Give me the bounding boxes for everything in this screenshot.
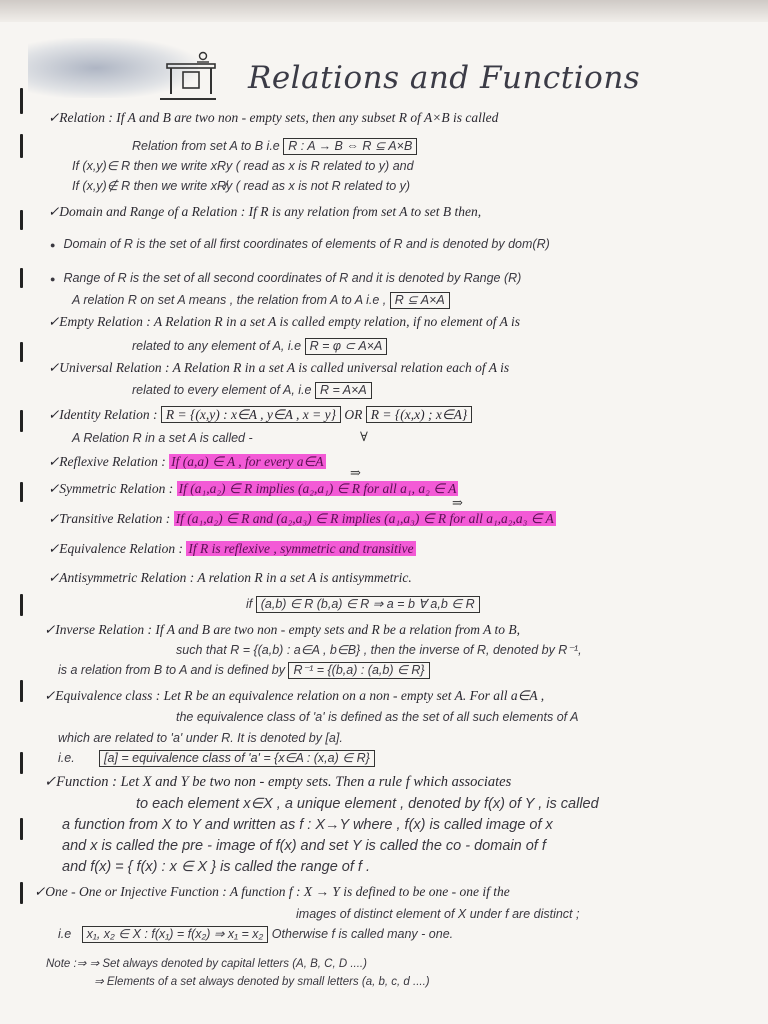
equivalence-highlight: If R is reflexive , symmetric and transitive — [188, 541, 414, 556]
margin-mark — [20, 882, 23, 904]
margin-mark — [20, 210, 23, 230]
identity-relation: ✓Identity Relation : R = {(x,y) : x∈A , y∈A , x = y} OR R = {(x,x) ; x∈A} — [48, 406, 472, 423]
margin-mark — [20, 680, 23, 702]
reflexive-highlight: If (a,a) ∈ A , for every a∈A — [171, 454, 324, 469]
note-line-2: ⇒ Elements of a set always denoted by small letters (a, b, c, d ....) — [94, 976, 430, 988]
equivalence-class-text-2: which are related to 'a' under R. It is denoted by [a]. — [58, 731, 343, 745]
margin-mark — [20, 410, 23, 432]
antisymmetric-box: (a,b) ∈ R (b,a) ∈ R ⇒ a = b ∀ a,b ∈ R — [256, 596, 480, 613]
antisymmetric-condition: if (a,b) ∈ R (b,a) ∈ R ⇒ a = b ∀ a,b ∈ R — [246, 596, 480, 613]
empty-relation-box: R = φ ⊂ A×A — [305, 338, 388, 355]
empty-relation-heading: ✓Empty Relation : A Relation R in a set A is called empty relation, if no element of A is — [48, 314, 520, 329]
range-definition: ● Range of R is the set of all second coordinates of R and it is denoted by Range (R) — [50, 271, 522, 285]
domain-range-heading: ✓Domain and Range of a Relation : If R is any relation from set A to set B then, — [48, 204, 482, 219]
bullet-icon: ● — [50, 240, 56, 250]
one-one-function-heading: ✓One - One or Injective Function : A function f : X → Y is defined to be one - one if the — [34, 884, 510, 899]
page-title: Relations and Functions — [248, 60, 641, 96]
margin-mark — [20, 482, 23, 502]
transitive-highlight: If (a₁,a₂) ∈ R and (a₂,a₃) ∈ R implies (a₁,a₃) ∈ R for all a₁,a₂,a₃ ∈ A — [175, 511, 554, 526]
margin-mark — [20, 752, 23, 774]
identity-box-2: R = {(x,x) ; x∈A} — [366, 406, 473, 423]
relation-definition: ✓Relation : If A and B are two non - empty sets, then any subset R of A×B is called — [48, 110, 499, 125]
domain-definition: ● Domain of R is the set of all first coordinates of elements of R and is denoted by dom(R) — [50, 237, 550, 251]
inverse-relation-heading: ✓Inverse Relation : If A and B are two non - empty sets and R be a relation from A to B, — [44, 622, 521, 637]
relation-related: If (x,y)∈ R then we write xRy ( read as x is R related to y) and — [72, 159, 414, 173]
relation-on-set: A relation R on set A means , the relation from A to A i.e , R ⊆ A×A — [72, 292, 450, 309]
inverse-box: R⁻¹ = {(b,a) : (a,b) ∈ R} — [288, 662, 429, 679]
relation-not-related: If (x,y)∉ R then we write xR̸y ( read as x is not R related to y) — [72, 179, 411, 193]
universal-relation-box: R = A×A — [315, 382, 372, 399]
margin-mark — [20, 88, 23, 114]
margin-mark — [20, 134, 23, 158]
relation-text: Relation from set A to B i.e R : A → B ⇔ R ⊆ A×B — [132, 138, 417, 155]
down-arrow-icon: ∀ — [360, 430, 368, 445]
function-heading: ✓Function : Let X and Y be two non - empty sets. Then a rule f which associates — [44, 774, 512, 790]
inverse-relation-text: such that R = {(a,b) : a∈A , b∈B} , then the inverse of R, denoted by R⁻¹, — [176, 643, 582, 657]
equivalence-relation: ✓Equivalence Relation : If R is reflexive , symmetric and transitive — [48, 541, 414, 556]
relation-on-set-box: R ⊆ A×A — [390, 292, 450, 309]
margin-mark — [20, 818, 23, 840]
title-underline — [160, 98, 216, 100]
relation-called: A Relation R in a set A is called - — [72, 431, 253, 445]
function-text-1: to each element x∈X , a unique element , denoted by f(x) of Y , is called — [136, 796, 599, 812]
margin-mark — [20, 268, 23, 288]
one-one-box: x₁, x₂ ∈ X : f(x₁) = f(x₂) ⇒ x₁ = x₂ — [82, 926, 269, 943]
relation-formula-box: R : A → B ⇔ R ⊆ A×B — [283, 138, 417, 155]
transitive-relation: ✓Transitive Relation : If (a₁,a₂) ∈ R and (a₂,a₃) ∈ R implies (a₁,a₃) ∈ R for all a₁,a₂,a₃ ∈ A — [48, 511, 554, 526]
implies-arrow-icon: ⇒ — [452, 496, 463, 511]
inverse-relation-def: is a relation from B to A and is defined by R⁻¹ = {(b,a) : (a,b) ∈ R} — [58, 662, 430, 679]
equivalence-class-box: [a] = equivalence class of 'a' = {x∈A : (x,a) ∈ R} — [99, 750, 375, 767]
symmetric-highlight: If (a₁,a₂) ∈ R implies (a₂,a₁) ∈ R for all a₁, a₂ ∈ A — [178, 481, 457, 496]
symmetric-relation: ✓Symmetric Relation : If (a₁,a₂) ∈ R implies (a₂,a₁) ∈ R for all a₁, a₂ ∈ A — [48, 481, 457, 496]
equivalence-class-text: the equivalence class of 'a' is defined as the set of all such elements of A — [176, 710, 579, 724]
margin-mark — [20, 594, 23, 616]
bullet-icon: ● — [50, 274, 56, 284]
equivalence-class-heading: ✓Equivalence class : Let R be an equivalence relation on a non - empty set A. For all a∈A , — [44, 688, 545, 703]
universal-relation-heading: ✓Universal Relation : A Relation R in a set A is called universal relation each of A is — [48, 360, 510, 375]
empty-relation-text: related to any element of A, i.e R = φ ⊂ A×A — [132, 338, 387, 355]
identity-box-1: R = {(x,y) : x∈A , y∈A , x = y} — [161, 406, 341, 423]
one-one-def: i.e x₁, x₂ ∈ X : f(x₁) = f(x₂) ⇒ x₁ = x₂ Otherwise f is called many - one. — [58, 927, 454, 941]
note-line-1: Note :⇒ ⇒ Set always denoted by capital letters (A, B, C, D ....) — [46, 958, 367, 970]
function-text-4: and f(x) = { f(x) : x ∈ X } is called the range of f . — [62, 859, 371, 875]
page-top-edge — [0, 0, 768, 22]
implies-arrow-icon: ⇒ — [350, 466, 361, 481]
one-one-text: images of distinct element of X under f are distinct ; — [296, 907, 580, 921]
antisymmetric-relation: ✓Antisymmetric Relation : A relation R in a set A is antisymmetric. — [48, 570, 412, 585]
function-text-3: and x is called the pre - image of f(x) and set Y is called the co - domain of f — [62, 838, 546, 854]
function-text-2: a function from X to Y and written as f : X→Y where , f(x) is called image of x — [62, 817, 553, 833]
universal-relation-text: related to every element of A, i.e R = A×A — [132, 382, 372, 399]
margin-mark — [20, 342, 23, 362]
desk-illustration-icon — [163, 50, 219, 96]
reflexive-relation: ✓Reflexive Relation : If (a,a) ∈ A , for every a∈A — [48, 454, 324, 469]
equivalence-class-def: i.e. [a] = equivalence class of 'a' = {x∈A : (x,a) ∈ R} — [58, 750, 375, 767]
